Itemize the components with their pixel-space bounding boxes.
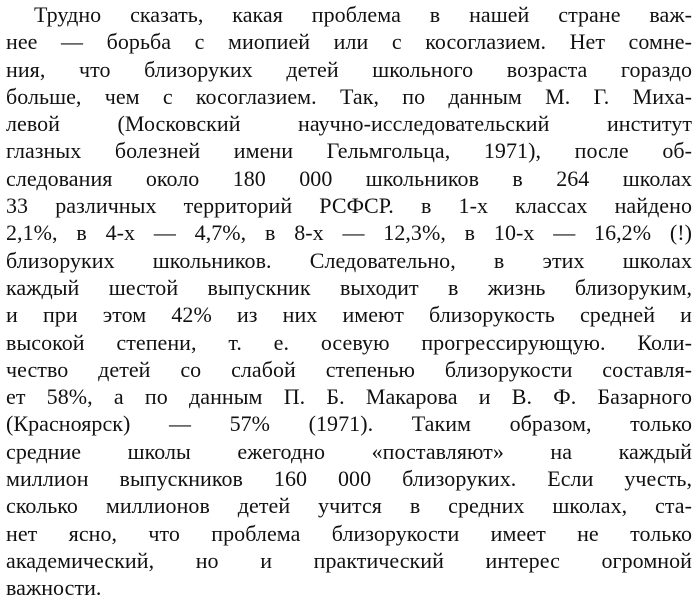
text-line: средние школы ежегодно «поставляют» на каждый — [6, 438, 692, 464]
paragraph — [6, 1, 692, 602]
text-line: близоруких школьников. Следовательно, в этих школах — [6, 247, 692, 273]
text-line: левой (Московский научно-исследовательский институт — [6, 111, 692, 137]
text-line: следования около 180 000 школьников в 264 школах — [6, 165, 692, 191]
text-line: высокой степени, т. е. осевую прогрессирующую. Коли- — [6, 329, 692, 355]
text-line: миллион выпускников 160 000 близоруких. Если учесть, — [6, 466, 692, 492]
text-line: ния, что близоруких детей школьного возраста гораздо — [6, 56, 692, 82]
text-line: 2,1%, в 4-х — 4,7%, в 8-х — 12,3%, в 10-х — 16,2% (!) — [6, 220, 692, 246]
text-line: нее — борьба с миопией или с косоглазием. Нет сомне- — [6, 29, 692, 55]
text-line: нет ясно, что проблема близорукости имеет не только — [6, 520, 692, 546]
text-line: и при этом 42% из них имеют близорукость средней и — [6, 302, 692, 328]
text-line: глазных болезней имени Гельмгольца, 1971), после об- — [6, 138, 692, 164]
text-line: больше, чем с косоглазием. Так, по данным М. Г. Миха- — [6, 83, 692, 109]
text-line: каждый шестой выпускник выходит в жизнь близоруким, — [6, 274, 692, 300]
text-line: 33 различных территорий РСФСР. в 1-х классах найдено — [6, 193, 692, 219]
text-line: сколько миллионов детей учится в средних школах, ста- — [6, 493, 692, 519]
text-line: важности. — [6, 575, 102, 601]
text-line: (Красноярск) — 57% (1971). Таким образом, только — [6, 411, 692, 437]
text-line: Трудно сказать, какая проблема в нашей стране важ- — [34, 2, 692, 27]
text-line: чество детей со слабой степенью близорукости составля- — [6, 356, 692, 382]
text-line: ет 58%, а по данным П. Б. Макарова и В. Ф. Базарного — [6, 384, 692, 410]
text-line: академический, но и практический интерес огромной — [6, 547, 692, 573]
